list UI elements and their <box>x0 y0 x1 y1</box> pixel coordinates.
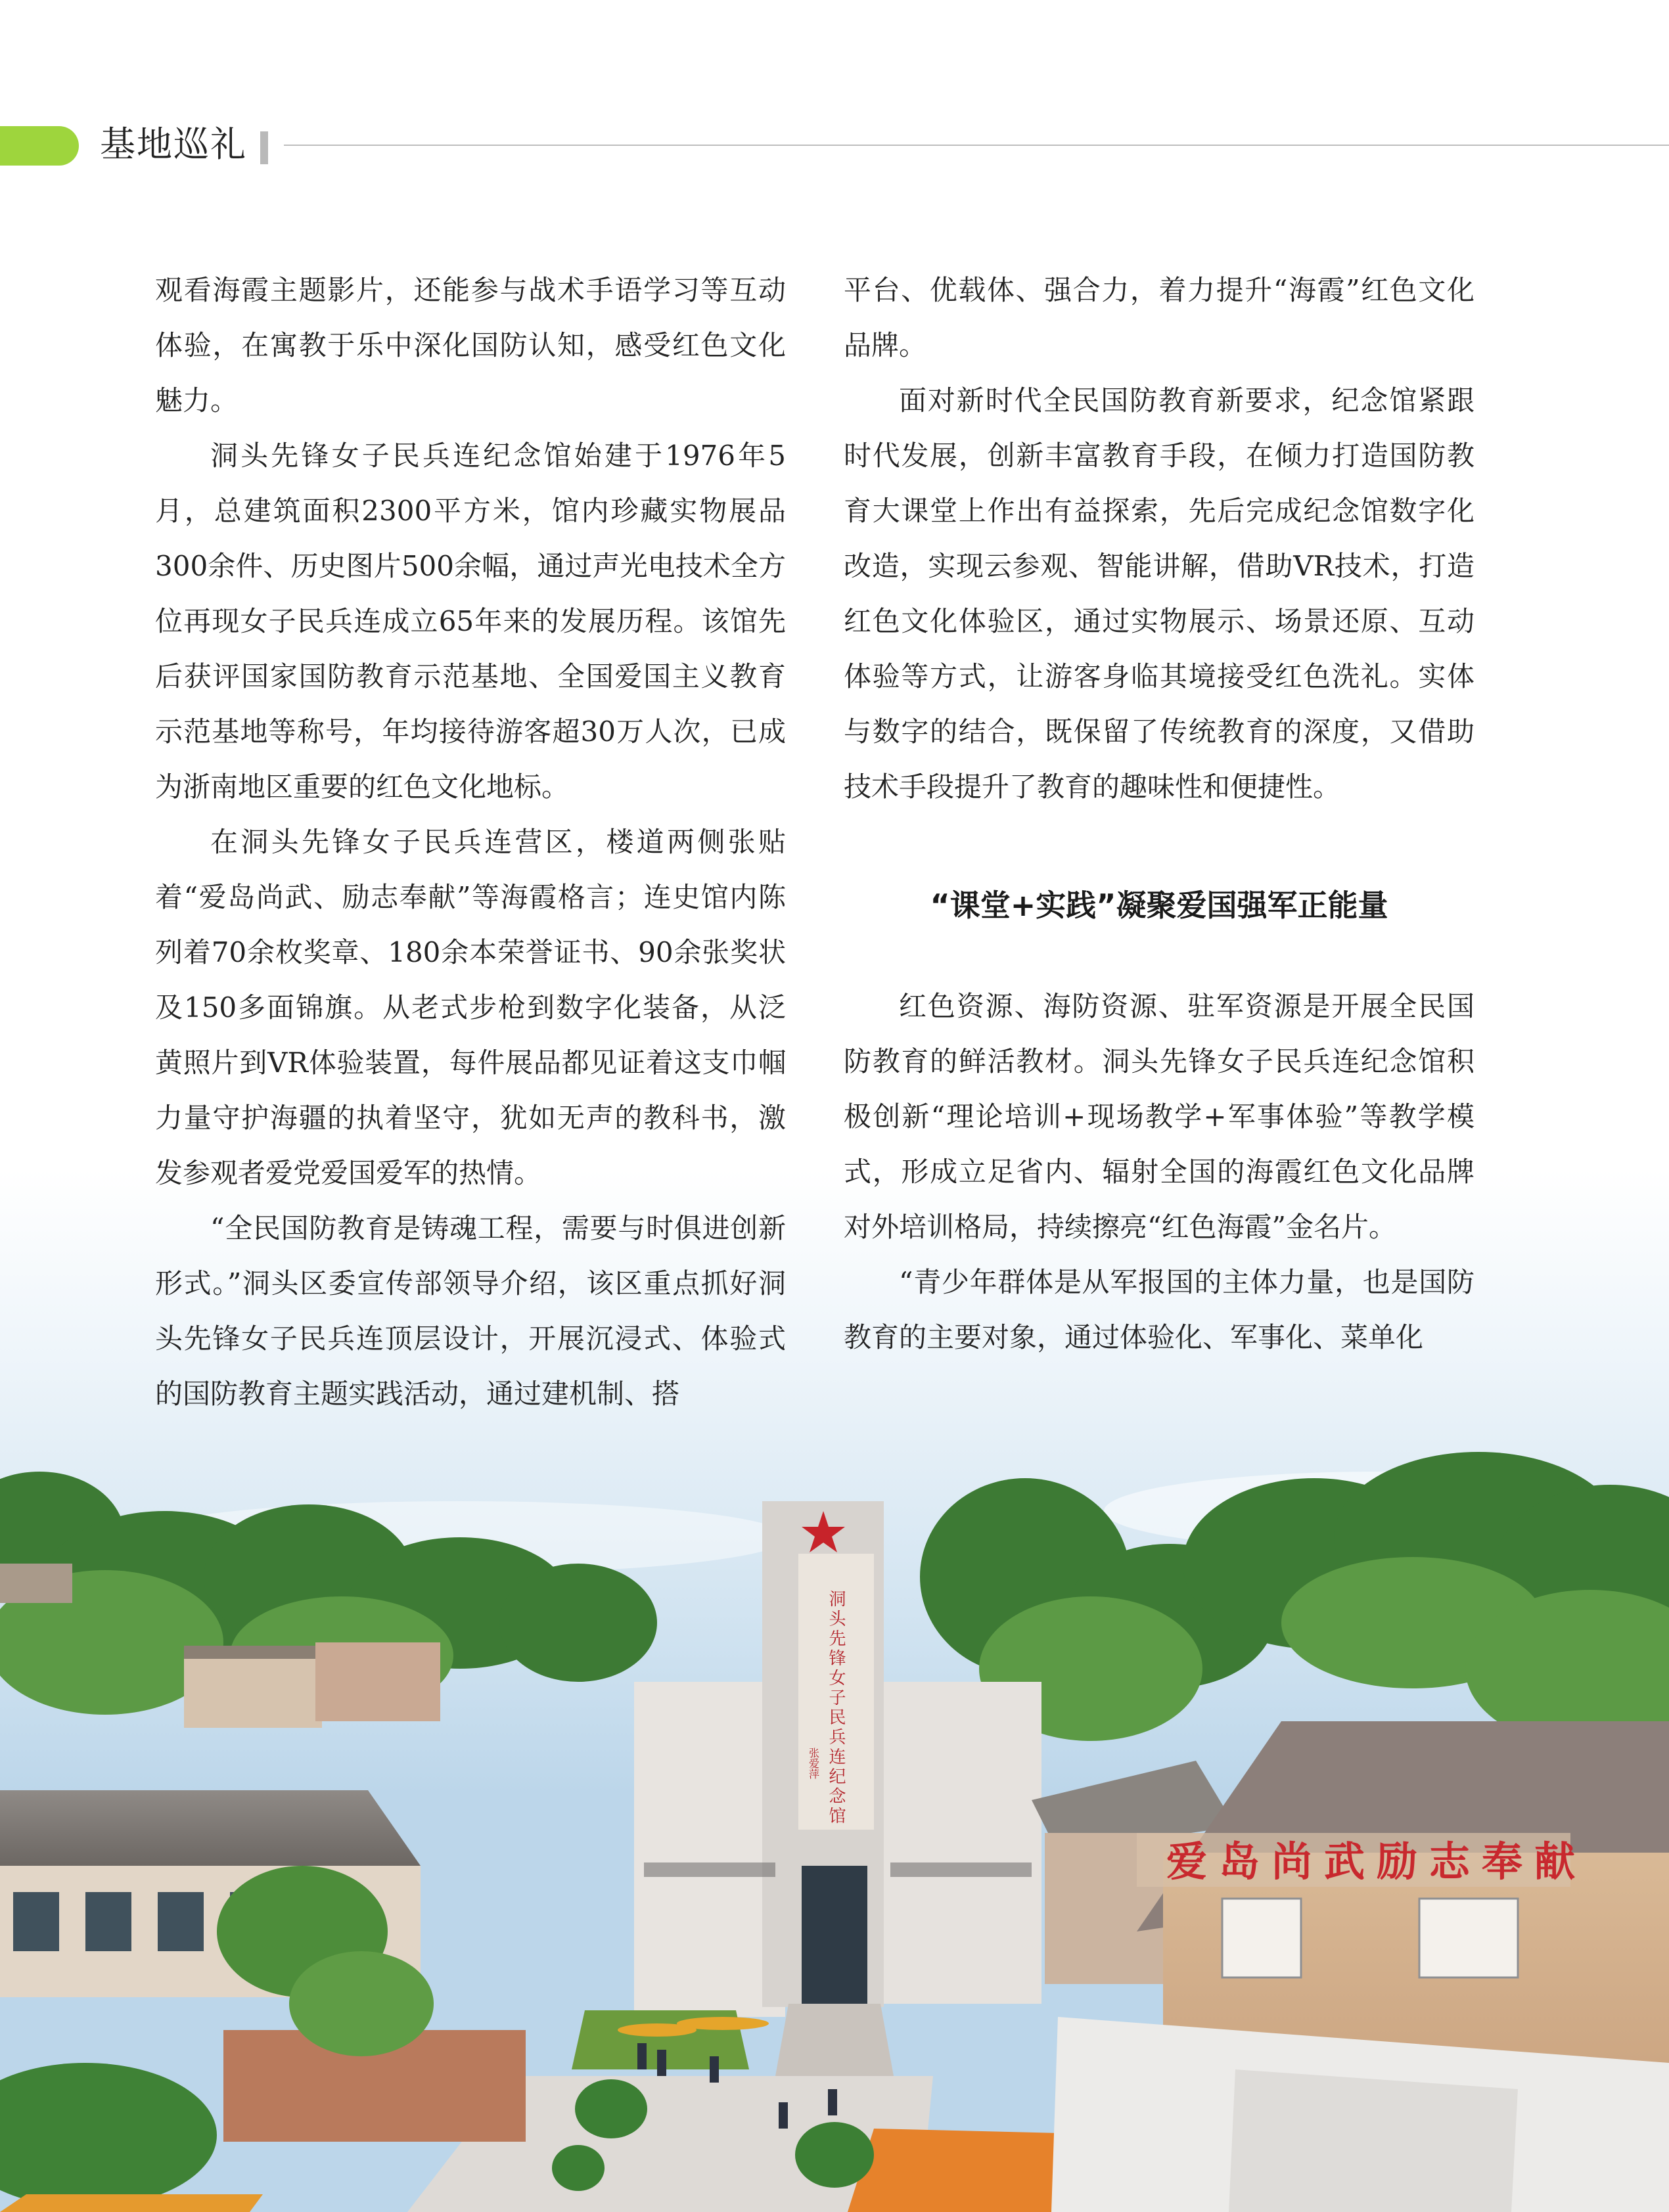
article-paragraph: 在洞头先锋女子民兵连营区，楼道两侧张贴着“爱岛尚武、励志奉献”等海霞格言；连史馆内陈列着70余枚奖章、180余本荣誉证书、90余张奖状及150多面锦旗。从老式步枪到数字化装备，从泛黄照片到VR体验装置，每件展品都见证着这支巾帼力量守护海疆的执着坚守，犹如无声的教科书，激发参观者爱党爱国爱军的热情。 <box>155 826 786 1189</box>
article-paragraph: 面对新时代全民国防教育新要求，纪念馆紧跟时代发展，创新丰富教育手段，在倾力打造国防教育大课堂上作出有益探索，先后完成纪念馆数字化改造，实现云参观、智能讲解，借助VR技术，打造红色文化体验区，通过实物展示、场景还原、互动体验等方式，让游客身临其境接受红色洗礼。实体与数字的结合，既保留了传统教育的深度，又借助技术手段提升了教育的趣味性和便捷性。 <box>844 384 1475 803</box>
article-paragraph: “青少年群体是从军报国的主体力量，也是国防教育的主要对象，通过体验化、军事化、菜单化 <box>844 1266 1475 1353</box>
article-paragraph: “全民国防教育是铸魂工程，需要与时俱进创新形式。”洞头区委宣传部领导介绍，该区重点抓好洞头先锋女子民兵连顶层设计，开展沉浸式、体验式的国防教育主题实践活动，通过建机制、搭 <box>155 1212 786 1410</box>
article-column-right <box>844 263 1475 1365</box>
page-header <box>0 112 1669 177</box>
section-title: 基地巡礼 <box>100 124 247 165</box>
article-paragraph: 红色资源、海防资源、驻军资源是开展全民国防教育的鲜活教材。洞头先锋女子民兵连纪念馆积极创新“理论培训+现场教学+军事体验”等教学模式，形成立足省内、辐射全国的海霞红色文化品牌对外培训格局，持续擦亮“红色海霞”金名片。 <box>844 990 1475 1243</box>
photo-banner-slogan: 爱岛尚武励志奉献 <box>1166 1838 1588 1885</box>
section-accent-pill <box>0 126 79 166</box>
header-rule <box>284 145 1669 146</box>
tower-calligraphy: 洞头先锋女子民兵连纪念馆 <box>826 1590 846 1826</box>
header-divider-tick <box>260 131 268 164</box>
tower-signature: 张爱萍 <box>807 1748 820 1779</box>
article-paragraph: 观看海霞主题影片，还能参与战术手语学习等互动体验，在寓教于乐中深化国防认知，感受红色文化魅力。 <box>155 274 786 417</box>
article-paragraph: 平台、优载体、强合力，着力提升“海霞”红色文化品牌。 <box>844 274 1475 361</box>
article-subheading: “课堂+实践”凝聚爱国强军正能量 <box>930 888 1388 923</box>
article-paragraph: 洞头先锋女子民兵连纪念馆始建于1976年5月，总建筑面积2300平方米，馆内珍藏实物展品300余件、历史图片500余幅，通过声光电技术全方位再现女子民兵连成立65年来的发展历程。该馆先后获评国家国防教育示范基地、全国爱国主义教育示范基地等称号，年均接待游客超30万人次，已成为浙南地区重要的红色文化地标。 <box>155 440 786 803</box>
article-column-left <box>155 263 786 1422</box>
